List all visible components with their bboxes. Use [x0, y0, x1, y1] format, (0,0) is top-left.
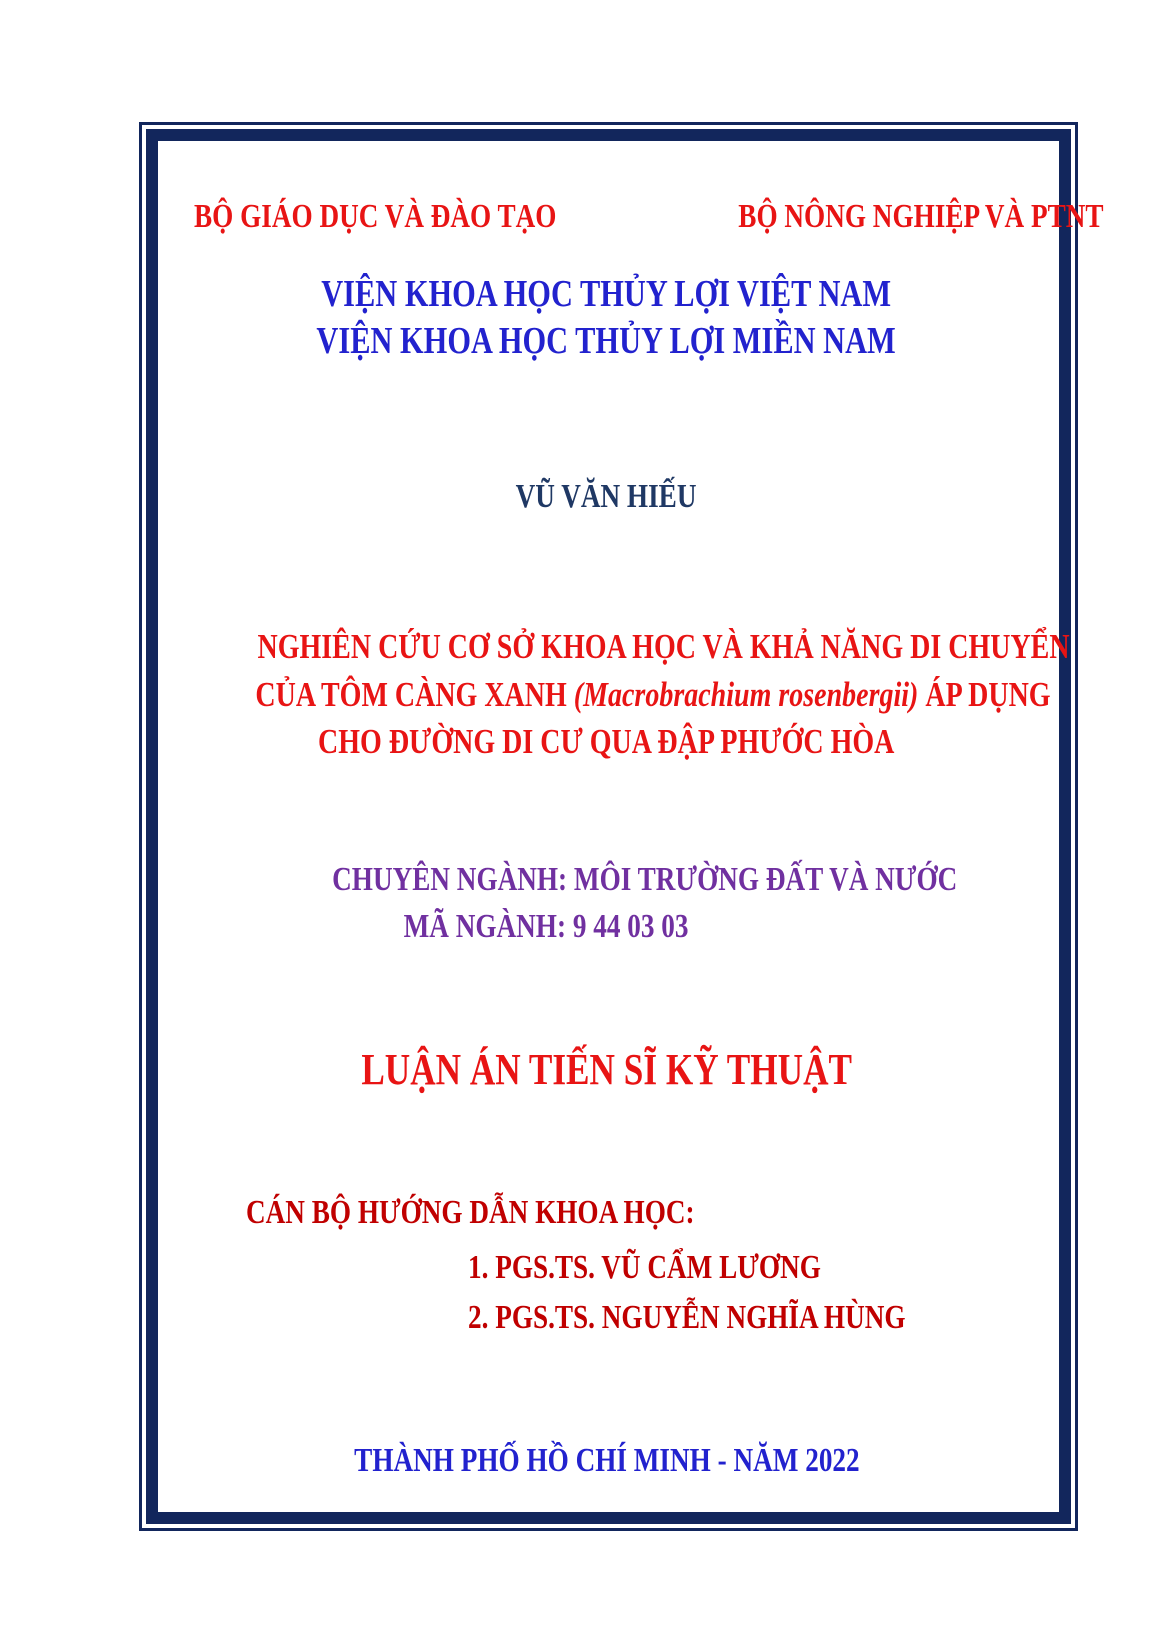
thesis-title-text-1: NGHIÊN CỨU CƠ SỞ KHOA HỌC VÀ KHẢ NĂNG DI CHUYỂN [257, 627, 1070, 666]
author-name-line [156, 477, 1057, 518]
supervisor-2-line [156, 1298, 1057, 1339]
thesis-title-text-3: CHO ĐƯỜNG DI CƯ QUA ĐẬP PHƯỚC HÒA [318, 722, 895, 761]
thesis-title-line2-prefix: CỦA TÔM CÀNG XANH [255, 675, 574, 714]
thesis-title-text-2 [255, 674, 1050, 716]
major-code-label: MÃ NGÀNH: 9 44 03 03 [404, 908, 689, 945]
institute-south-label: VIỆN KHOA HỌC THỦY LỢI MIỀN NAM [316, 320, 897, 362]
species-name-italic: (Macrobrachium rosenbergii) [573, 675, 919, 714]
major-code-line [156, 907, 1057, 948]
institute-south-line [156, 319, 1057, 365]
thesis-title-line-3 [156, 721, 1057, 763]
supervisors-heading: CÁN BỘ HƯỚNG DẪN KHOA HỌC: [246, 1194, 695, 1231]
institute-vietnam-line [156, 272, 1057, 318]
supervisor-1-name: 1. PGS.TS. VŨ CẨM LƯƠNG [468, 1249, 821, 1286]
thesis-type-label: LUẬN ÁN TIẾN SĨ KỸ THUẬT [361, 1045, 852, 1094]
thesis-title-line-2 [156, 674, 1057, 716]
thesis-title-line2-suffix: ÁP DỤNG [918, 675, 1051, 714]
city-year-line [156, 1441, 1057, 1482]
supervisors-heading-line [156, 1193, 1057, 1234]
author-name: VŨ VĂN HIẾU [516, 478, 697, 515]
ministries-header [156, 198, 1104, 236]
city-year-label: THÀNH PHỐ HỒ CHÍ MINH - NĂM 2022 [353, 1442, 860, 1479]
ministry-education-label: BỘ GIÁO DỤC VÀ ĐÀO TẠO [194, 198, 557, 235]
specialization-line [156, 860, 1057, 901]
thesis-title-line-1 [156, 626, 1070, 668]
thesis-type-line [156, 1044, 1057, 1097]
supervisor-1-line [156, 1248, 1057, 1289]
specialization-label: CHUYÊN NGÀNH: MÔI TRƯỜNG ĐẤT VÀ NƯỚC [331, 861, 958, 898]
supervisor-2-name: 2. PGS.TS. NGUYỄN NGHĨA HÙNG [468, 1299, 906, 1336]
institute-vietnam-label: VIỆN KHOA HỌC THỦY LỢI VIỆT NAM [321, 273, 892, 315]
ministry-agriculture-label: BỘ NÔNG NGHIỆP VÀ PTNT [738, 198, 1104, 235]
